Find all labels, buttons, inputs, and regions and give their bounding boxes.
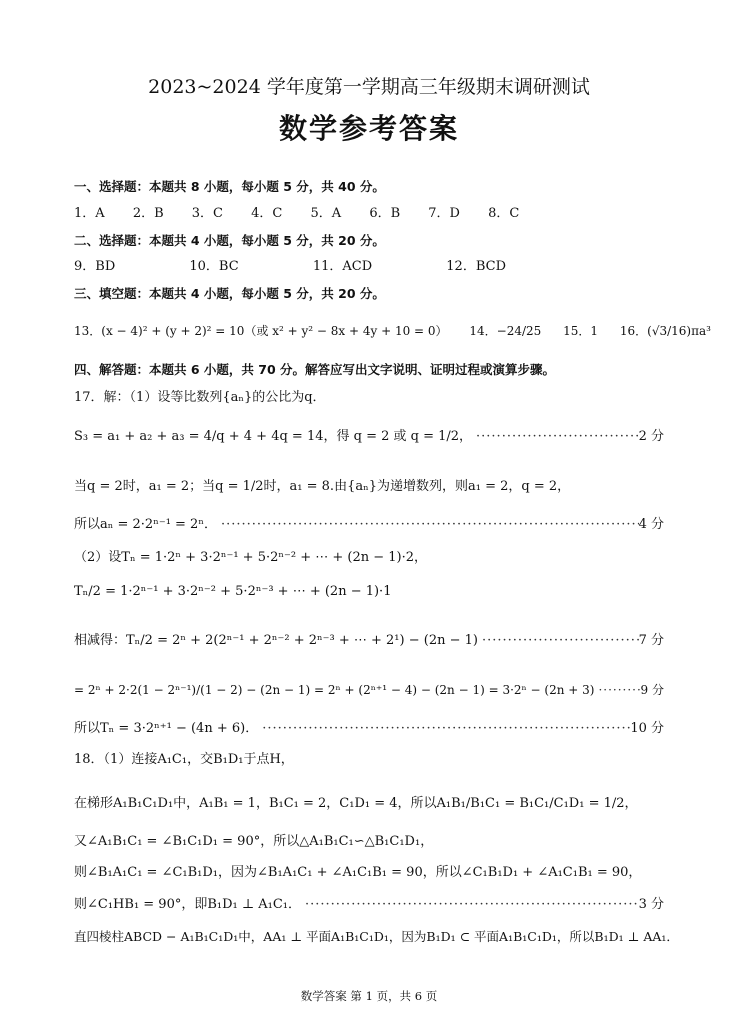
leader-dots bbox=[478, 632, 639, 650]
section-1-heading: 一、选择题：本题共 8 小题，每小题 5 分，共 40 分。 bbox=[74, 179, 385, 194]
section-3-answers bbox=[74, 322, 711, 340]
answer-item: 4．C bbox=[251, 206, 283, 221]
score-points: 3 分 bbox=[638, 897, 664, 912]
answer-item: 7．D bbox=[428, 206, 460, 221]
score-points: 7 分 bbox=[638, 633, 664, 648]
leader-dots bbox=[472, 428, 639, 446]
answer-item: 2．B bbox=[132, 206, 164, 221]
q17-text: 所以aₙ = 2·2ⁿ⁻¹ = 2ⁿ． bbox=[74, 517, 217, 532]
document-title: 2023~2024 学年度第一学期高三年级期末调研测试 bbox=[148, 76, 590, 98]
answer-item: 3．C bbox=[191, 206, 223, 221]
leader-dots bbox=[258, 720, 630, 738]
section-4-heading: 四、解答题：本题共 6 小题，共 70 分。解答应写出文字说明、证明过程或演算步骤。 bbox=[74, 362, 556, 377]
q17-line: Tₙ/2 = 1·2ⁿ⁻¹ + 3·2ⁿ⁻² + 5·2ⁿ⁻³ + ⋯ + (2n − 1)·1 bbox=[74, 584, 392, 599]
score-points: 10 分 bbox=[630, 721, 664, 736]
answer-item: 9．BD bbox=[74, 259, 116, 274]
answer-item: 16．(√3/16)πa³ bbox=[619, 324, 711, 338]
leader-dots bbox=[594, 681, 640, 699]
answer-item: 12．BCD bbox=[446, 259, 506, 274]
page-footer: 数学答案 第 1 页，共 6 页 bbox=[300, 989, 438, 1003]
answer-item: 8．C bbox=[488, 206, 520, 221]
section-1-answers bbox=[74, 205, 664, 223]
q18-line: 在梯形A₁B₁C₁D₁中，A₁B₁ = 1，B₁C₁ = 2，C₁D₁ = 4，所以A₁B₁/B₁C₁ = B₁C₁/C₁D₁ = 1/2， bbox=[74, 796, 638, 811]
score-points: 9 分 bbox=[640, 683, 664, 697]
q17-text: 所以Tₙ = 3·2ⁿ⁺¹ − (4n + 6)． bbox=[74, 721, 259, 736]
answer-item: 6．B bbox=[369, 206, 401, 221]
section-2-answers bbox=[74, 258, 664, 276]
q18-line: 直四棱柱ABCD − A₁B₁C₁D₁中，AA₁ ⊥ 平面A₁B₁C₁D₁，因为B₁D₁ ⊂ 平面A₁B₁C₁D₁，所以B₁D₁ ⊥ AA₁． bbox=[74, 929, 679, 944]
document-subtitle: 数学参考答案 bbox=[278, 112, 459, 145]
q17-line bbox=[74, 632, 664, 650]
q18-line: 则∠B₁A₁C₁ = ∠C₁B₁D₁，因为∠B₁A₁C₁ + ∠A₁C₁B₁ = 90，所以∠C₁B₁D₁ + ∠A₁C₁B₁ = 90， bbox=[74, 865, 642, 880]
q18-text: 则∠C₁HB₁ = 90°，即B₁D₁ ⊥ A₁C₁． bbox=[74, 897, 301, 912]
q17-line: 当q = 2时，a₁ = 2；当q = 1/2时，a₁ = 8.由{aₙ}为递增数列，则a₁ = 2，q = 2， bbox=[74, 479, 571, 494]
leader-dots bbox=[301, 896, 639, 914]
answer-item: 10．BC bbox=[189, 259, 239, 274]
q17-line bbox=[74, 516, 664, 534]
q17-line bbox=[74, 681, 664, 699]
answer-item: 1．A bbox=[74, 206, 105, 221]
q17-line: （2）设Tₙ = 1·2ⁿ + 3·2ⁿ⁻¹ + 5·2ⁿ⁻² + ⋯ + (2n − 1)·2， bbox=[74, 550, 428, 565]
section-3-heading: 三、填空题：本题共 4 小题，每小题 5 分，共 20 分。 bbox=[74, 286, 385, 301]
answer-item: 15．1 bbox=[563, 324, 599, 338]
q17-text: 相减得：Tₙ/2 = 2ⁿ + 2(2ⁿ⁻¹ + 2ⁿ⁻² + 2ⁿ⁻³ + ⋯ + 2¹) − (2n − 1) bbox=[74, 633, 478, 648]
q17-text: S₃ = a₁ + a₂ + a₃ = 4/q + 4 + 4q = 14，得 q = 2 或 q = 1/2， bbox=[74, 429, 473, 444]
answer-item: 5．A bbox=[310, 206, 342, 221]
q17-text: = 2ⁿ + 2·2(1 − 2ⁿ⁻¹)/(1 − 2) − (2n − 1) = 2ⁿ + (2ⁿ⁺¹ − 4) − (2n − 1) = 3·2ⁿ − (2n + 3) bbox=[74, 683, 595, 697]
section-2-heading: 二、选择题：本题共 4 小题，每小题 5 分，共 20 分。 bbox=[74, 233, 385, 248]
answer-item: 11．ACD bbox=[312, 259, 373, 274]
answer-item: 13．(x − 4)² + (y + 2)² = 10（或 x² + y² − 8x + 4y + 10 = 0） bbox=[74, 324, 448, 338]
q18-line: 又∠A₁B₁C₁ = ∠B₁C₁D₁ = 90°，所以△A₁B₁C₁∽△B₁C₁D₁， bbox=[74, 834, 434, 849]
score-points: 4 分 bbox=[638, 517, 664, 532]
q17-line: 17．解：（1）设等比数列{aₙ}的公比为q． bbox=[74, 390, 326, 405]
leader-dots bbox=[217, 516, 639, 534]
q18-line bbox=[74, 896, 664, 914]
answer-item: 14．−24/25 bbox=[469, 324, 542, 338]
score-points: 2 分 bbox=[638, 429, 664, 444]
q18-line: 18．（1）连接A₁C₁，交B₁D₁于点H， bbox=[74, 752, 294, 767]
q17-line bbox=[74, 720, 664, 738]
q17-line bbox=[74, 428, 664, 446]
